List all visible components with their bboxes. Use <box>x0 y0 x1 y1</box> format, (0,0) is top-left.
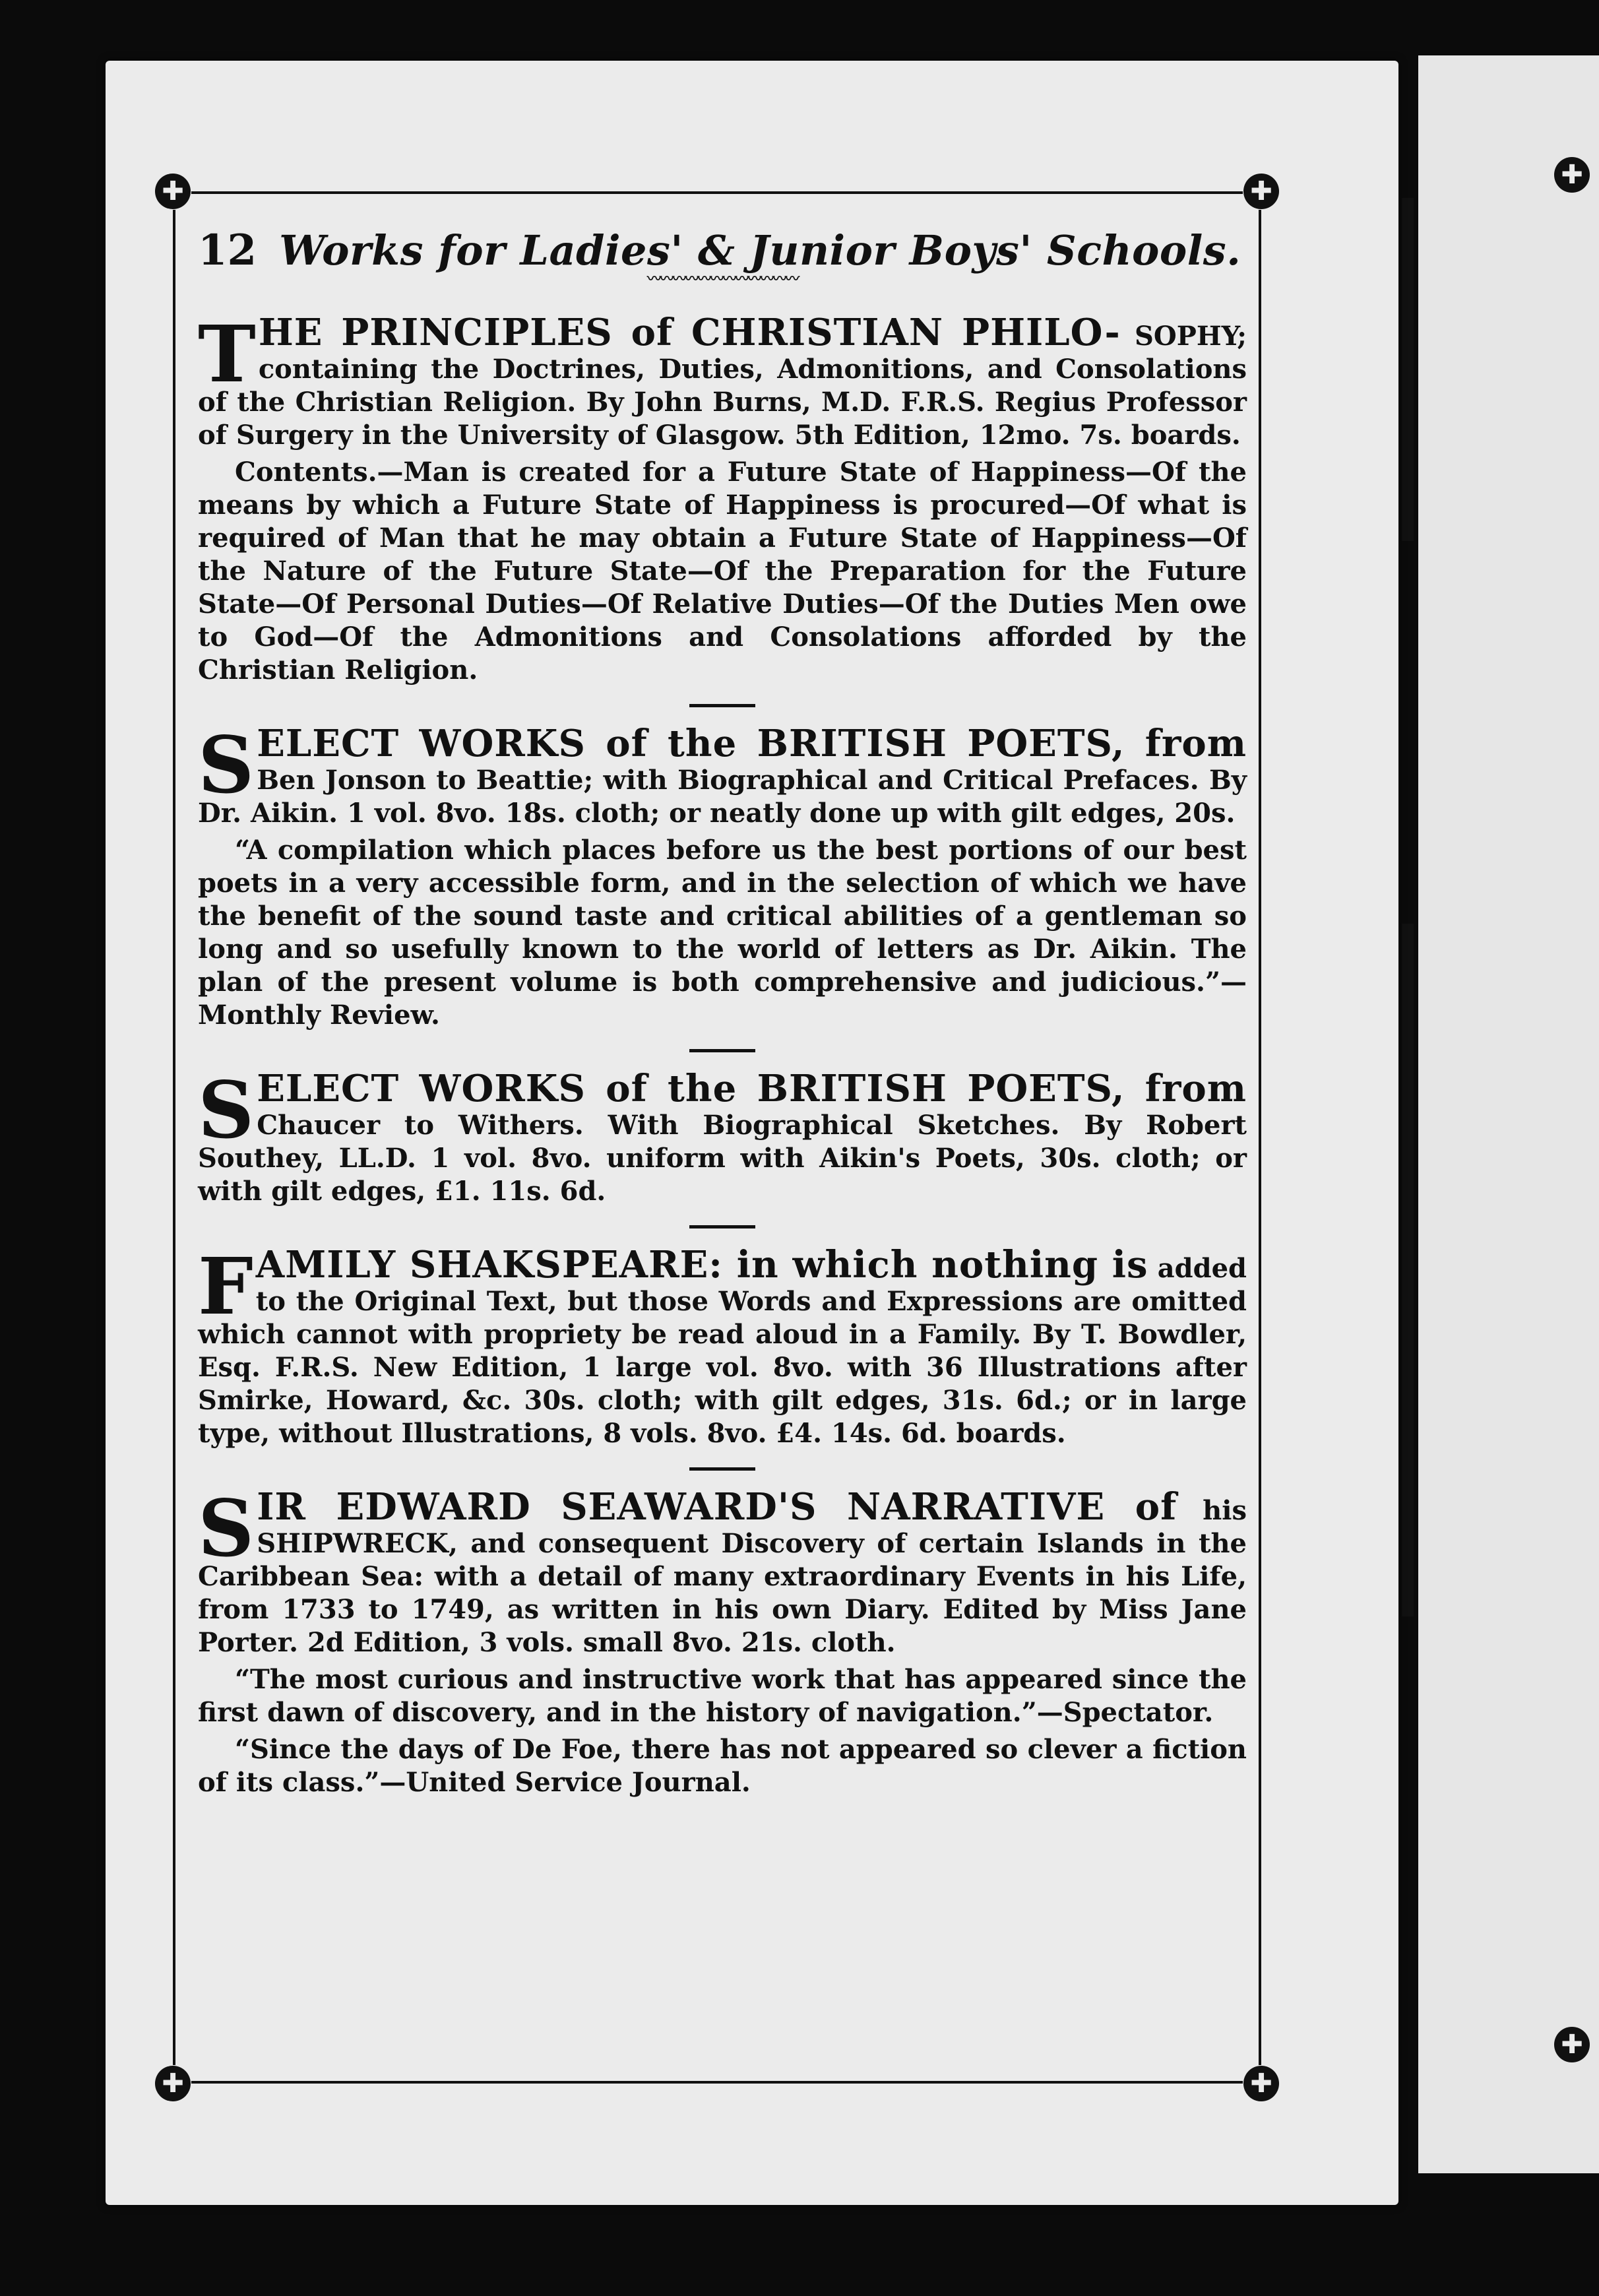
drop-cap: S <box>198 1483 255 1574</box>
corner-ornament-icon: ✚ <box>1554 157 1590 193</box>
catalogue-entries <box>198 308 1247 1799</box>
entry-title: AMILY SHAKSPEARE: in which nothing is <box>255 1243 1148 1287</box>
catalogue-entry <box>198 719 1247 1032</box>
section-divider <box>689 1467 755 1471</box>
border-line-bottom <box>191 2081 1243 2084</box>
gutter-shadow <box>1402 198 1414 541</box>
catalogue-entry <box>198 1483 1247 1799</box>
entry-title: IR EDWARD SEAWARD'S NARRATIVE of <box>257 1485 1177 1529</box>
entry-text: Ben Jonson to Beattie; with Biographical and Critical Prefaces. By Dr. Aikin. 1 vol. 8vo. 18s. cloth; or neatly done up with gilt edges, 20s. <box>198 765 1247 829</box>
entry-title: HE PRINCIPLES of CHRISTIAN PHILO- <box>258 311 1121 354</box>
entry-description <box>198 719 1247 830</box>
catalogue-entry <box>198 308 1247 687</box>
page-header <box>198 226 1247 275</box>
corner-ornament-icon: ✚ <box>155 2066 191 2101</box>
corner-ornament-icon: ✚ <box>155 174 191 209</box>
border-line-left <box>173 210 175 2065</box>
entry-quote: “The most curious and instructive work that has appeared since the first dawn of discovery, and in the history of navigation.”—Spectator. <box>198 1664 1247 1728</box>
entry-description <box>198 308 1247 452</box>
corner-ornament-icon: ✚ <box>1243 174 1279 209</box>
page-number: 12 <box>198 226 257 275</box>
corner-ornament-icon: ✚ <box>1554 2027 1590 2062</box>
facing-page <box>1418 55 1599 2173</box>
entry-description <box>198 1483 1247 1659</box>
gutter-shadow <box>1402 924 1414 1616</box>
running-head: Works for Ladies' & Junior Boys' Schools. <box>279 226 1241 274</box>
catalogue-entry <box>198 1240 1247 1450</box>
entry-text: added to the Original Text, but those Words and Expressions are omitted which cannot with propriety be read aloud in a Family. By T. Bowdler, Esq. F.R.S. New Edition, 1 large vol. 8vo. with 36 Illustrations after Smirke, Howard, &c. 30s. cloth; with gilt edges, 31s. 6d.; or in large type, without Illustrations, 8 vols. 8vo. £4. 14s. 6d. boards. <box>198 1253 1247 1449</box>
entry-text: his SHIPWRECK, and consequent Discovery of certain Islands in the Caribbean Sea: with a detail of many extraordinary Events in his Life, from 1733 to 1749, as written in his own Diary. Edited by Miss Jane Porter. 2d Edition, 3 vols. small 8vo. 21s. cloth. <box>198 1495 1247 1658</box>
entry-title: ELECT WORKS of the BRITISH POETS, from <box>257 722 1247 765</box>
entry-quote: Contents.—Man is created for a Future State of Happiness—Of the means by which a Future State of Happiness is procured—Of what is required of Man that he may obtain a Future State of Happiness—Of the Nature of the Future State—Of the Preparation for the Future State—Of Personal Duties—Of Relative Duties—Of the Duties Men owe to God—Of the Admonitions and Consolations afforded by the Christian Religion. <box>198 457 1247 686</box>
catalogue-entry <box>198 1064 1247 1208</box>
section-divider <box>689 704 755 707</box>
border-line-right <box>1259 210 1261 2065</box>
section-divider <box>689 1049 755 1052</box>
drop-cap: F <box>198 1240 253 1332</box>
entry-description <box>198 1240 1247 1450</box>
entry-text: Chaucer to Withers. With Biographical Sketches. By Robert Southey, LL.D. 1 vol. 8vo. uniform with Aikin's Poets, 30s. cloth; or with gilt edges, £1. 11s. 6d. <box>198 1110 1247 1207</box>
page-content <box>198 226 1247 1799</box>
entry-description <box>198 1064 1247 1208</box>
corner-ornament-icon: ✚ <box>1243 2066 1279 2101</box>
flourish-ornament: 〰〰〰〰〰〰〰〰〰〰〰〰 <box>646 271 798 288</box>
drop-cap: S <box>198 719 255 811</box>
entry-text: SOPHY; containing the Doctrines, Duties, Admonitions, and Consolations of the Christian Religion. By John Burns, M.D. F.R.S. Regius Professor of Surgery in the University of Glasgow. 5th Edition, 12mo. 7s. boards. <box>198 321 1247 451</box>
section-divider <box>689 1225 755 1228</box>
border-line-top <box>191 191 1243 194</box>
drop-cap: T <box>198 308 256 400</box>
drop-cap: S <box>198 1064 255 1156</box>
entry-quote: “A compilation which places before us the best portions of our best poets in a very accessible form, and in the selection of which we have the benefit of the sound taste and critical abilities of a gentleman so long and so usefully known to the world of letters as Dr. Aikin. The plan of the present volume is both comprehensive and judicious.”—Monthly Review. <box>198 835 1247 1031</box>
entry-quote: “Since the days of De Foe, there has not appeared so clever a fiction of its class.”—United Service Journal. <box>198 1734 1247 1798</box>
entry-title: ELECT WORKS of the BRITISH POETS, from <box>257 1067 1247 1110</box>
